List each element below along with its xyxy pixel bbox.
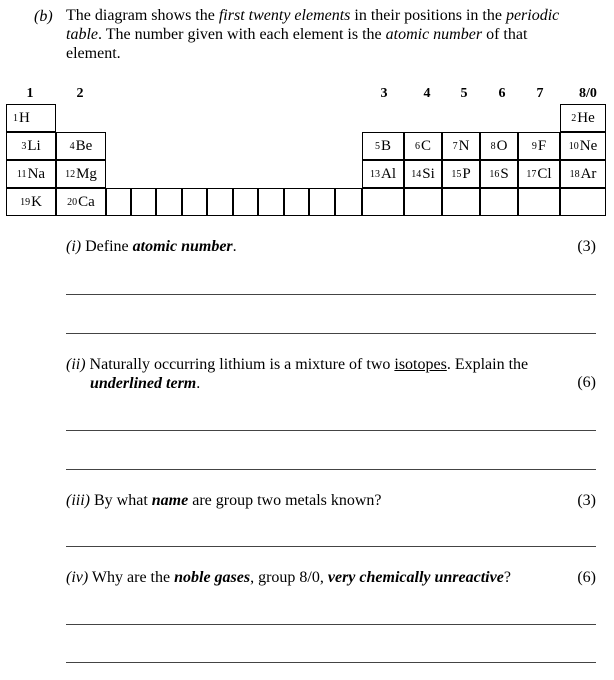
empty-cell [131, 188, 156, 216]
element-cell-N: 7 N [442, 132, 480, 160]
element-cell-B: 5 B [362, 132, 404, 160]
empty-cell [106, 188, 131, 216]
element-cell-F: 9 F [518, 132, 560, 160]
element-cell-He: 2 He [560, 104, 606, 132]
marks-iv: (6) [577, 569, 596, 586]
group-header-2: 2 [76, 86, 84, 101]
empty-cell [284, 188, 309, 216]
empty-cell [362, 188, 404, 216]
element-cell-Be: 4 Be [56, 132, 106, 160]
answer-line[interactable] [66, 662, 596, 663]
intro-text: The diagram shows the first twenty elements in their positions in the periodic table. The number given with each element is the atomic number of that element. [66, 7, 560, 62]
empty-cell [518, 188, 560, 216]
element-cell-S: 16 S [480, 160, 518, 188]
answer-line[interactable] [66, 294, 596, 295]
element-cell-Si: 14 Si [404, 160, 442, 188]
answer-line[interactable] [66, 430, 596, 431]
question-iv: (iv) Why are the noble gases, group 8/0, very chemically unreactive? [66, 569, 511, 586]
element-cell-Li: 3 Li [6, 132, 56, 160]
empty-cell [560, 188, 606, 216]
answer-line[interactable] [66, 546, 596, 547]
element-cell-Ne: 10 Ne [560, 132, 606, 160]
element-cell-C: 6 C [404, 132, 442, 160]
element-cell-Na: 11 Na [6, 160, 56, 188]
empty-cell [309, 188, 335, 216]
marks-iii: (3) [577, 492, 596, 509]
group-header-4: 4 [423, 86, 431, 101]
question-iii: (iii) By what name are group two metals known? [66, 492, 382, 509]
element-cell-Ca: 20 Ca [56, 188, 106, 216]
group-header-1: 1 [26, 86, 34, 101]
empty-cell [233, 188, 258, 216]
element-cell-P: 15 P [442, 160, 480, 188]
empty-cell [258, 188, 284, 216]
element-cell-K: 19 K [6, 188, 56, 216]
element-cell-Mg: 12 Mg [56, 160, 106, 188]
group-header-6: 6 [498, 86, 506, 101]
marks-ii: (6) [577, 374, 596, 391]
empty-cell [207, 188, 233, 216]
question-ii: (ii) Naturally occurring lithium is a mixture of two isotopes. Explain the underlined term. [66, 356, 529, 392]
group-header-3: 3 [380, 86, 388, 101]
element-cell-Ar: 18 Ar [560, 160, 606, 188]
element-cell-Cl: 17 Cl [518, 160, 560, 188]
answer-line[interactable] [66, 469, 596, 470]
empty-cell [182, 188, 207, 216]
question-i: (i) Define atomic number. [66, 238, 237, 255]
answer-line[interactable] [66, 333, 596, 334]
element-cell-Al: 13 Al [362, 160, 404, 188]
empty-cell [156, 188, 182, 216]
empty-cell [335, 188, 362, 216]
empty-cell [480, 188, 518, 216]
group-header-7: 7 [536, 86, 544, 101]
group-header-8-0: 8/0 [579, 86, 597, 101]
element-cell-O: 8 O [480, 132, 518, 160]
answer-line[interactable] [66, 624, 596, 625]
empty-cell [442, 188, 480, 216]
part-label: (b) [34, 8, 53, 25]
empty-cell [404, 188, 442, 216]
marks-i: (3) [577, 238, 596, 255]
element-cell-H: 1 H [6, 104, 56, 132]
group-header-5: 5 [460, 86, 468, 101]
